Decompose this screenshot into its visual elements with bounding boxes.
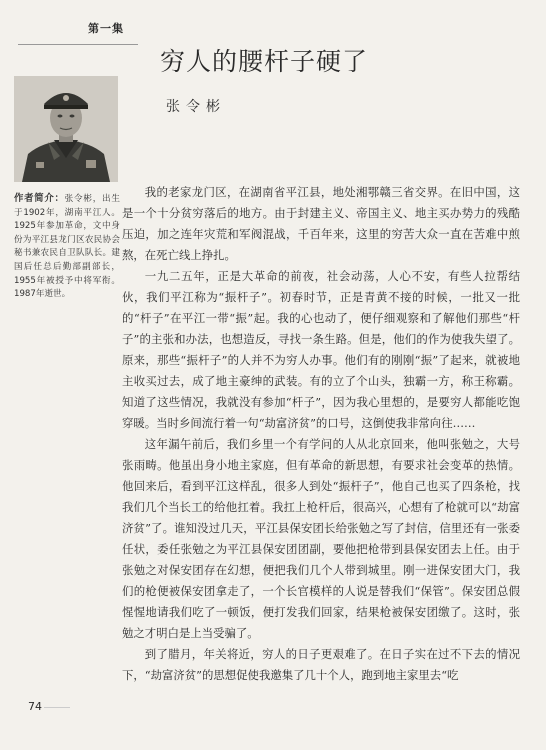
author-bio-heading: 作者简介：	[14, 193, 65, 204]
article-body	[122, 182, 520, 686]
page-number-rule	[44, 707, 70, 708]
article-author: 张令彬	[166, 99, 226, 115]
author-portrait	[14, 76, 118, 182]
article-paragraph: 这年漏午前后，我们乡里一个有学问的人从北京回来，他叫张勉之，大号张雨畴。他虽出身小地主家庭，但有革命的新思想，有要求社会变革的热情。他回来后，看到平江这样乱，很多人到处“振杆子”，他自己也买了四条枪，找我们几个当长工的给他扛着。我扛上枪杆后，很高兴，心想有了枪就可以“劫富济贫”了。谁知没过几天，平江县保安团长给张勉之写了封信，信里还有一张委任状，委任张勉之为平江县保安团团副，要他把枪带到县保安团去上任。由于张勉之对保安团存在幻想，便把我们几个人带到城里。刚一进保安团大门，我们的枪便被保安团拿走了，一个长官模样的人说是替我们“保管”。保安团总假惺惺地请我们吃了一顿饭，便打发我们回家，结果枪被保安团缴了。这时，张勉之才明白是上当受骗了。	[122, 437, 520, 640]
article-title: 穷人的腰杆子硬了	[160, 47, 369, 76]
article-paragraph: 我的老家龙门区，在湖南省平江县，地处湘鄂赣三省交界。在旧中国，这是一个十分贫穷落后的地方。由于封建主义、帝国主义、地主买办势力的残酷压迫，加之连年灾荒和军阀混战，千百年来，这里的穷苦大众一直在苦难中煎熬，在死亡线上挣扎。	[122, 185, 520, 262]
author-portrait-image	[14, 76, 118, 182]
author-bio-text: 张令彬，出生于1902年，湖南平江人。1925年参加革命，文中身份为平江县龙门区农民协会秘书兼农民自卫队队长。建国后任总后勤部副部长，1955年被授予中将军衔。1987年逝世。	[14, 194, 120, 300]
article-paragraph: 一九二五年，正是大革命的前夜，社会动荡，人心不安，有些人拉帮结伙，我们平江称为“振杆子”。初春时节，正是青黄不接的时候，一批又一批的“杆子”在平江一带“振”起。我的心也动了，便仔细观察和了解他们那些“杆子”的主张和办法，也想造反，寻找一条生路。但是，他们的作为使我失望了。原来，那些“振杆子”的人并不为穷人办事。他们有的刚刚“振”了起来，就被地主收买过去，成了地主豪绅的武装。有的立了个山头，独霸一方，称王称霸。知道了这些情况，我就没有参加“杆子”，因为我心里想的，是要穷人都能吃饱穿暖。当时乡间流行着一句“劫富济贫”的口号，这倒使我非常向往……	[122, 269, 520, 430]
series-label: 第一集	[88, 22, 124, 35]
author-bio	[14, 192, 120, 302]
article-paragraph: 到了腊月，年关将近，穷人的日子更艰难了。在日子实在过不下去的情况下，“劫富济贫”的思想促使我邀集了几十个人，跑到地主家里去“吃	[122, 647, 520, 682]
header-rule	[18, 44, 138, 45]
page-number: 74	[28, 700, 42, 713]
